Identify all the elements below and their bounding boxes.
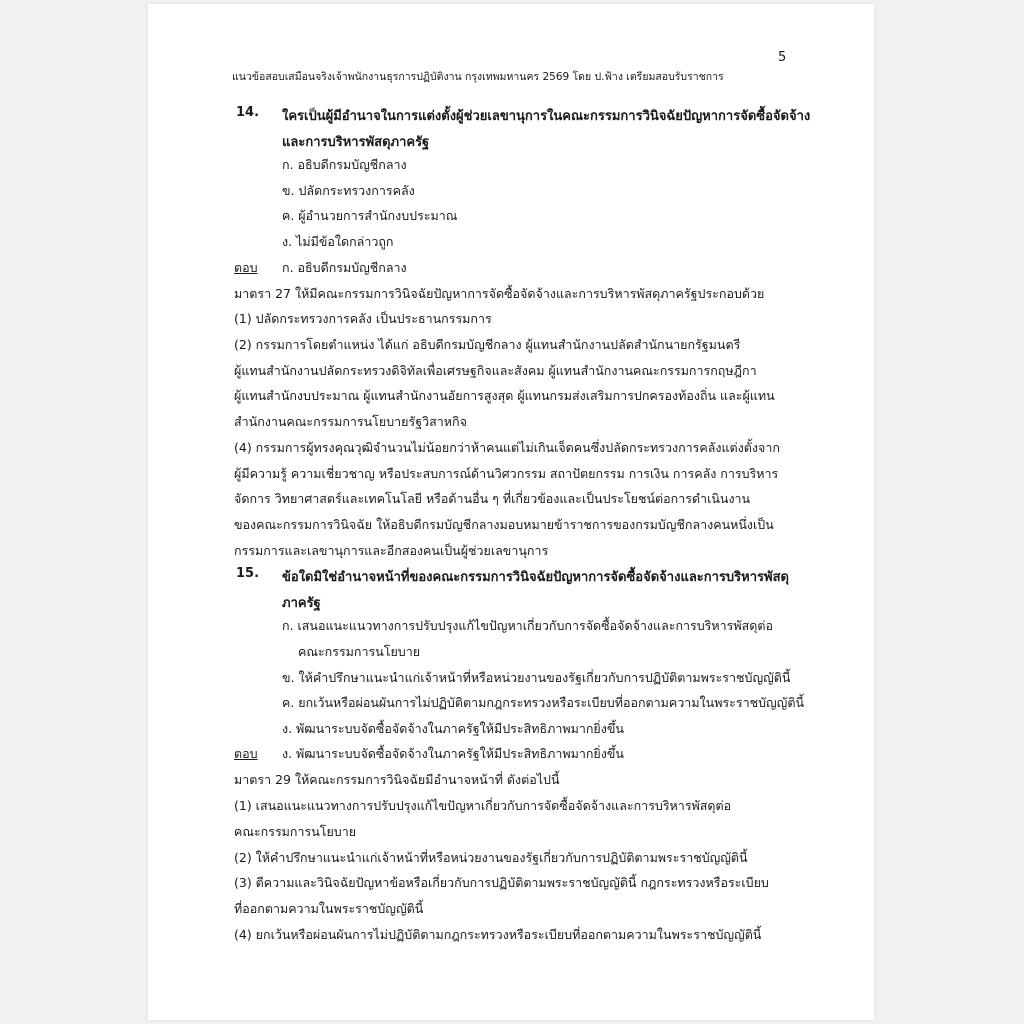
- running-header: แนวข้อสอบเสมือนจริงเจ้าพนักงานธุรการปฏิบัติงาน กรุงเทพมหานคร 2569 โดย ป.ฟ้าง เตรียมสอบรับราชการ: [232, 71, 724, 83]
- q14-explanation-line: สำนักงานคณะกรรมการนโยบายรัฐวิสาหกิจ: [234, 414, 467, 429]
- q14-choice-d: ง. ไม่มีข้อใดกล่าวถูก: [282, 234, 394, 249]
- q15-choice-a-cont: คณะกรรมการนโยบาย: [298, 644, 421, 659]
- q15-explanation-line: (4) ยกเว้นหรือผ่อนผันการไม่ปฏิบัติตามกฎกระทรวงหรือระเบียบที่ออกตามความในพระราชบัญญัตินี้: [234, 927, 762, 942]
- q14-explanation-line: (4) กรรมการผู้ทรงคุณวุฒิจำนวนไม่น้อยกว่าห้าคนแต่ไม่เกินเจ็ดคนซึ่งปลัดกระทรวงการคลังแต่งตั้งจาก: [234, 440, 780, 455]
- page-number: 5: [778, 50, 787, 65]
- q14-answer-label: ตอบ: [234, 260, 258, 275]
- q15-choice-b: ข. ให้คำปรึกษาแนะนำแก่เจ้าหน้าที่หรือหน่วยงานของรัฐเกี่ยวกับการปฏิบัติตามพระราชบัญญัตินี้: [282, 670, 791, 685]
- q14-explanation-line: มาตรา 27 ให้มีคณะกรรมการวินิจฉัยปัญหาการจัดซื้อจัดจ้างและการบริหารพัสดุภาครัฐประกอบด้วย: [234, 286, 765, 301]
- q14-choice-a: ก. อธิบดีกรมบัญชีกลาง: [282, 157, 407, 172]
- q15-explanation-line: (1) เสนอแนะแนวทางการปรับปรุงแก้ไขปัญหาเกี่ยวกับการจัดซื้อจัดจ้างและการบริหารพัสดุต่อ: [234, 798, 732, 813]
- q14-choice-c: ค. ผู้อำนวยการสำนักงบประมาณ: [282, 208, 458, 223]
- q14-explanation-line: ผู้แทนสำนักงบประมาณ ผู้แทนสำนักงานอัยการสูงสุด ผู้แทนกรมส่งเสริมการปกครองท้องถิ่น และผู้แทน: [234, 388, 775, 403]
- q15-answer: ง. พัฒนาระบบจัดซื้อจัดจ้างในภาครัฐให้มีประสิทธิภาพมากยิ่งขึ้น: [282, 746, 624, 761]
- q15-number: 15.: [236, 566, 260, 581]
- q14-question-line2: และการบริหารพัสดุภาครัฐ: [282, 135, 430, 150]
- q14-answer: ก. อธิบดีกรมบัญชีกลาง: [282, 260, 407, 275]
- q15-question-line1: ข้อใดมิใช่อำนาจหน้าที่ของคณะกรรมการวินิจฉัยปัญหาการจัดซื้อจัดจ้างและการบริหารพัสดุ: [282, 570, 789, 585]
- q15-choice-a: ก. เสนอแนะแนวทางการปรับปรุงแก้ไขปัญหาเกี่ยวกับการจัดซื้อจัดจ้างและการบริหารพัสดุต่อ: [282, 618, 773, 633]
- q15-explanation-line: มาตรา 29 ให้คณะกรรมการวินิจฉัยมีอำนาจหน้าที่ ดังต่อไปนี้: [234, 772, 560, 787]
- q14-explanation-line: จัดการ วิทยาศาสตร์และเทคโนโลยี หรือด้านอื่น ๆ ที่เกี่ยวข้องและเป็นประโยชน์ต่อการดำเนินงาน: [234, 491, 751, 506]
- q15-choice-d: ง. พัฒนาระบบจัดซื้อจัดจ้างในภาครัฐให้มีประสิทธิภาพมากยิ่งขึ้น: [282, 721, 624, 736]
- q14-choice-b: ข. ปลัดกระทรวงการคลัง: [282, 183, 415, 198]
- q15-explanation-line: (3) ตีความและวินิจฉัยปัญหาข้อหรือเกี่ยวกับการปฏิบัติตามพระราชบัญญัตินี้ กฎกระทรวงหรือระเบียบ: [234, 875, 769, 890]
- q15-question-line2: ภาครัฐ: [282, 596, 321, 611]
- q15-choice-c: ค. ยกเว้นหรือผ่อนผันการไม่ปฏิบัติตามกฎกระทรวงหรือระเบียบที่ออกตามความในพระราชบัญญัตินี้: [282, 695, 804, 710]
- q14-explanation-line: (1) ปลัดกระทรวงการคลัง เป็นประธานกรรมการ: [234, 311, 492, 326]
- q15-explanation-line: คณะกรรมการนโยบาย: [234, 824, 357, 839]
- q15-explanation-line: ที่ออกตามความในพระราชบัญญัตินี้: [234, 901, 424, 916]
- q14-explanation-line: ของคณะกรรมการวินิจฉัย ให้อธิบดีกรมบัญชีกลางมอบหมายข้าราชการของกรมบัญชีกลางคนหนึ่งเป็น: [234, 517, 774, 532]
- q14-explanation-line: กรรมการและเลขานุการและอีกสองคนเป็นผู้ช่วยเลขานุการ: [234, 543, 549, 558]
- q15-explanation-line: (2) ให้คำปรึกษาแนะนำแก่เจ้าหน้าที่หรือหน่วยงานของรัฐเกี่ยวกับการปฏิบัติตามพระราชบัญญัตินี้: [234, 850, 748, 865]
- q14-question-line1: ใครเป็นผู้มีอำนาจในการแต่งตั้งผู้ช่วยเลขานุการในคณะกรรมการวินิจฉัยปัญหาการจัดซื้อจัดจ้าง: [282, 109, 811, 124]
- q15-answer-label: ตอบ: [234, 746, 258, 761]
- document-page: [148, 4, 874, 1020]
- q14-explanation-line: (2) กรรมการโดยตำแหน่ง ได้แก่ อธิบดีกรมบัญชีกลาง ผู้แทนสำนักงานปลัดสำนักนายกรัฐมนตรี: [234, 337, 741, 352]
- q14-explanation-line: ผู้แทนสำนักงานปลัดกระทรวงดิจิทัลเพื่อเศรษฐกิจและสังคม ผู้แทนสำนักงานคณะกรรมการกฤษฎีกา: [234, 363, 757, 378]
- q14-explanation-line: ผู้มีความรู้ ความเชี่ยวชาญ หรือประสบการณ์ด้านวิศวกรรม สถาปัตยกรรม การเงิน การคลัง การบริหาร: [234, 466, 779, 481]
- q14-number: 14.: [236, 105, 260, 120]
